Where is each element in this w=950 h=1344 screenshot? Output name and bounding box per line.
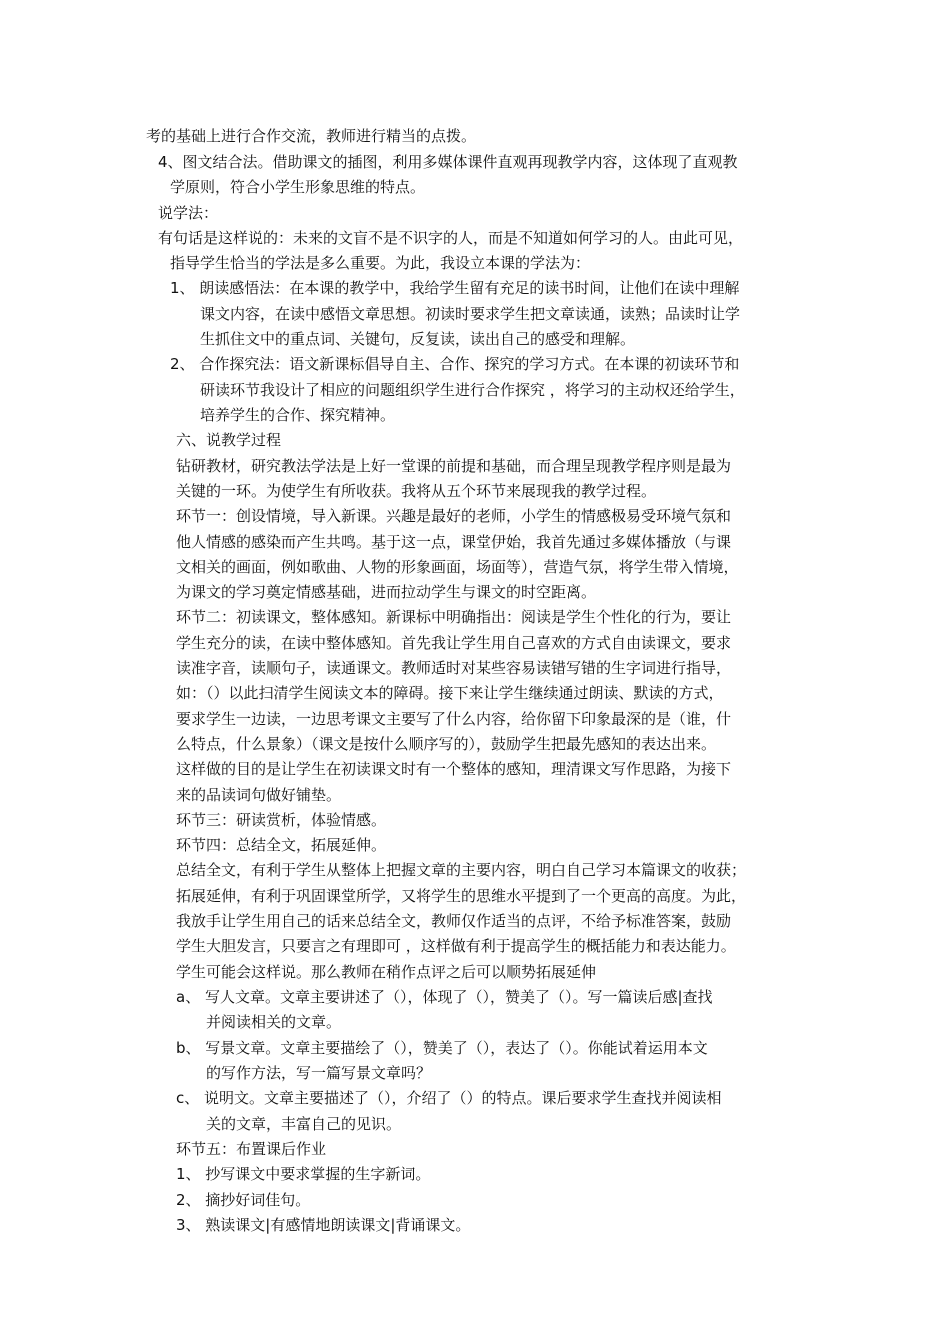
list-item: a、 写人文章。文章主要讲述了（），体现了（），赞美了（）。写一篇读后感|查找 bbox=[176, 988, 713, 1006]
text-line: 如：（）以此扫清学生阅读文本的障碍。接下来让学生继续通过朗读、默读的方式， bbox=[176, 684, 724, 702]
text-line: 要求学生一边读，一边思考课文主要写了什么内容，给你留下印象最深的是（谁，什 bbox=[176, 710, 732, 728]
text-line: 这样做的目的是让学生在初读课文时有一个整体的感知，理清课文写作思路，为接下 bbox=[176, 760, 732, 778]
text-line: 4、图文结合法。借助课文的插图，利用多媒体课件直观再现教学内容，这体现了直观教 bbox=[158, 153, 738, 171]
list-item: 1、 抄写课文中要求掌握的生字新词。 bbox=[176, 1165, 431, 1183]
text-line: 读准字音，读顺句子，读通课文。教师适时对某些容易读错写错的生字词进行指导， bbox=[176, 659, 732, 677]
list-item: c、 说明文。文章主要描述了（），介绍了（）的特点。课后要求学生查找并阅读相 bbox=[176, 1089, 722, 1107]
text-line: 学生充分的读，在读中整体感知。首先我让学生用自己喜欢的方式自由读课文，要求 bbox=[176, 634, 732, 652]
text-line: 生抓住文中的重点词、关键句，反复读，读出自己的感受和理解。 bbox=[200, 330, 636, 348]
text-line: 钻研教材，研究教法学法是上好一堂课的前提和基础，而合理呈现教学程序则是最为 bbox=[176, 457, 732, 475]
text-line: 关的文章，丰富自己的见识。 bbox=[206, 1115, 402, 1133]
text-line: 环节四：总结全文，拓展延伸。 bbox=[176, 836, 387, 854]
list-item: 3、 熟读课文|有感情地朗读课文|背诵课文。 bbox=[176, 1216, 471, 1234]
text-line: 我放手让学生用自己的话来总结全文，教师仅作适当的点评，不给予标准答案，鼓励 bbox=[176, 912, 732, 930]
text-line: 学生大胆发言，只要言之有理即可 ，这样做有利于提高学生的概括能力和表达能力。 bbox=[176, 937, 736, 955]
text-line: 环节二：初读课文，整体感知。新课标中明确指出：阅读是学生个性化的行为，要让 bbox=[176, 608, 732, 626]
text-line: 研读环节我设计了相应的问题组织学生进行合作探究 ，将学习的主动权还给学生， bbox=[200, 381, 745, 399]
text-line: 考的基础上进行合作交流，教师进行精当的点拨。 bbox=[146, 127, 477, 145]
list-item: 2、 摘抄好词佳句。 bbox=[176, 1191, 311, 1209]
text-line: 学原则，符合小学生形象思维的特点。 bbox=[170, 178, 426, 196]
text-line: 有句话是这样说的：未来的文盲不是不识字的人，而是不知道如何学习的人。由此可见， bbox=[158, 229, 744, 247]
text-line: 拓展延伸，有利于巩固课堂所学，又将学生的思维水平提到了一个更高的高度。为此， bbox=[176, 887, 747, 905]
list-item: 2、 合作探究法：语文新课标倡导自主、合作、探究的学习方式。在本课的初读环节和 bbox=[170, 355, 740, 373]
text-line: 培养学生的合作、探究精神。 bbox=[200, 406, 396, 424]
list-item: b、 写景文章。文章主要描绘了（），赞美了（），表达了（）。你能试着运用本文 bbox=[176, 1039, 708, 1057]
text-line: 课文内容，在读中感悟文章思想。初读时要求学生把文章读通，读熟；品读时让学 bbox=[200, 305, 741, 323]
text-line: 总结全文，有利于学生从整体上把握文章的主要内容，明白自己学习本篇课文的收获； bbox=[176, 861, 747, 879]
section-heading: 说学法： bbox=[158, 204, 219, 222]
text-line: 并阅读相关的文章。 bbox=[206, 1013, 342, 1031]
text-line: 环节一：创设情境，导入新课。兴趣是最好的老师，小学生的情感极易受环境气氛和 bbox=[176, 507, 732, 525]
list-item: 1、 朗读感悟法：在本课的教学中，我给学生留有充足的读书时间，让他们在读中理解 bbox=[170, 279, 740, 297]
text-line: 来的品读词句做好铺垫。 bbox=[176, 786, 342, 804]
text-line: 指导学生恰当的学法是多么重要。为此，我设立本课的学法为： bbox=[170, 254, 591, 272]
text-line: 环节三：研读赏析，体验情感。 bbox=[176, 811, 387, 829]
text-line: 关键的一环。为使学生有所收获。我将从五个环节来展现我的教学过程。 bbox=[176, 482, 657, 500]
section-heading: 六、说教学过程 bbox=[176, 431, 282, 449]
text-line: 他人情感的感染而产生共鸣。基于这一点，课堂伊始，我首先通过多媒体播放（与课 bbox=[176, 533, 732, 551]
text-line: 环节五：布置课后作业 bbox=[176, 1140, 327, 1158]
text-line: 学生可能会这样说。那么教师在稍作点评之后可以顺势拓展延伸 bbox=[176, 963, 597, 981]
text-line: 为课文的学习奠定情感基础，进而拉动学生与课文的时空距离。 bbox=[176, 583, 597, 601]
text-line: 么特点，什么景象）（课文是按什么顺序写的），鼓励学生把最先感知的表达出来。 bbox=[176, 735, 717, 753]
text-line: 文相关的画面，例如歌曲、人物的形象画面，场面等），营造气氛，将学生带入情境， bbox=[176, 558, 739, 576]
text-line: 的写作方法，写一篇写景文章吗？ bbox=[206, 1064, 432, 1082]
